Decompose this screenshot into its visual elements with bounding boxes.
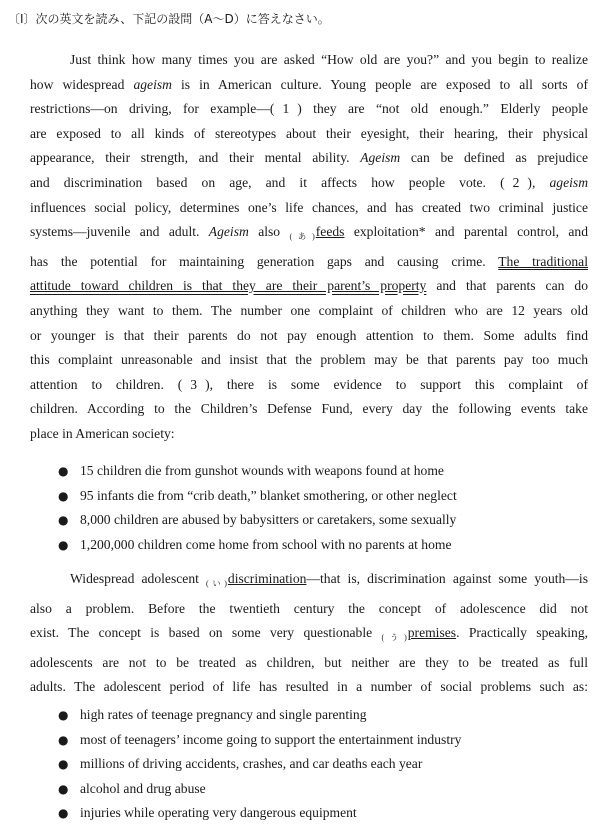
list-item-text: millions of driving accidents, crashes, and car deaths each year <box>80 756 423 772</box>
p1-text: exploitation* and parental control, and <box>344 224 588 240</box>
list-item-text: injuries while operating very dangerous equipment <box>80 805 357 821</box>
bullet-icon: ● <box>58 806 69 821</box>
p1-text: are exposed to all kinds of stereotypes about their eyesight, their hearing, their physical <box>30 125 588 141</box>
p2-text: . Practically speaking, <box>456 625 589 641</box>
list-item-text: 1,200,000 children come home from school with no parents at home <box>80 536 452 552</box>
p1-text: this complaint unreasonable and insist that the problem may be that parents pay too much <box>30 352 588 368</box>
bullet-icon: ● <box>58 708 69 722</box>
social-problems-list <box>58 703 588 826</box>
underlined-word-premises: premises <box>407 625 457 641</box>
list-item <box>58 459 588 484</box>
list-item <box>58 752 588 777</box>
term-ageism: Ageism <box>360 150 401 166</box>
p1-text: also <box>248 224 290 240</box>
marker-i: (い) <box>206 579 227 588</box>
p2-text: adolescents are not to be treated as children, but neither are they to be treated as full <box>30 654 588 670</box>
bullet-icon: ● <box>58 757 69 772</box>
p1-text: how widespread <box>30 76 134 92</box>
p1-text: ) they are “not old enough.” Elderly people <box>297 101 588 117</box>
list-item-text: 15 children die from gunshot wounds with weapons found at home <box>80 463 444 478</box>
term-ageism: ageism <box>549 174 589 190</box>
list-item-text: 95 infants die from “crib death,” blanket smothering, or other neglect <box>80 487 457 503</box>
p1-text: place in American society: <box>30 425 175 441</box>
double-underlined-sentence: The traditional <box>498 253 588 269</box>
p1-text: ), <box>527 174 550 190</box>
underlined-word-feeds: feeds <box>315 224 345 240</box>
p1-text: can be defined as prejudice <box>400 150 588 166</box>
p2-text: also a problem. Before the twentieth century the concept of adolescence did not <box>30 600 588 616</box>
passage-paragraph-1 <box>30 48 589 447</box>
p1-text: anything they want to them. The number one complaint of children who are 12 years old <box>30 302 588 318</box>
list-item-text: high rates of teenage pregnancy and single parenting <box>80 707 367 722</box>
p1-text: systems—juvenile and adult. <box>30 224 209 240</box>
p1-line-1: Just think how many times you are asked “How old are you?” and you begin to realize <box>70 52 588 67</box>
list-item <box>58 508 588 533</box>
bullet-icon: ● <box>58 732 69 747</box>
marker-u: (う) <box>381 633 407 643</box>
bullet-icon: ● <box>58 513 69 528</box>
statistics-list <box>58 459 588 557</box>
blank-1: 1 <box>282 101 290 117</box>
p1-text: ), there is some evidence to support this complaint of <box>205 376 588 392</box>
p1-text: has the potential for maintaining generation gaps and causing crime. <box>30 253 499 269</box>
passage-paragraph-2 <box>30 567 589 700</box>
bullet-icon: ● <box>58 537 69 552</box>
term-ageism: ageism <box>133 76 172 92</box>
bullet-icon: ● <box>58 781 69 796</box>
underlined-word-discrimination: discrimination <box>227 571 307 586</box>
list-item <box>58 703 588 728</box>
p2-text: adults. The adolescent period of life has resulted in a number of social problems such as: <box>30 679 588 695</box>
bullet-icon: ● <box>58 488 69 503</box>
list-item <box>58 777 588 802</box>
p1-text: appearance, their strength, and their mental ability. <box>30 150 361 166</box>
list-item <box>58 801 588 826</box>
p1-text: and that parents can do <box>426 278 588 294</box>
list-item-text: most of teenagers’ income going to support the entertainment industry <box>80 731 462 747</box>
heading-text: 〔Ⅰ〕次の英文を読み、下記の設問（A～D）に答えなさい。 <box>8 12 330 26</box>
p1-text: is in American culture. Young people are exposed to all sorts of <box>171 76 588 92</box>
p1-text: and discrimination based on age, and it affects how people vote. ( <box>30 174 505 190</box>
p1-text: children. According to the Children’s Defense Fund, every day the following events take <box>30 401 588 417</box>
p2-text: exist. The concept is based on some very questionable <box>30 625 382 641</box>
p1-text: restrictions—on driving, for example—( <box>30 101 275 117</box>
question-heading <box>8 10 330 27</box>
p1-text: attention to children. ( <box>30 376 183 392</box>
double-underlined-sentence: attitude toward children is that they are their parent’s property <box>30 278 427 294</box>
list-item <box>58 533 588 558</box>
list-item-text: alcohol and drug abuse <box>80 780 206 796</box>
bullet-icon: ● <box>58 464 69 478</box>
list-item <box>58 484 588 509</box>
p1-text: or younger is that their parents do not pay enough attention to them. Some adults find <box>30 327 588 343</box>
marker-a: (あ) <box>289 232 315 242</box>
p2-text: Widespread adolescent <box>70 571 207 586</box>
p2-text: —that is, discrimination against some youth—is <box>306 571 588 586</box>
list-item <box>58 728 588 753</box>
blank-3: 3 <box>190 376 198 392</box>
term-ageism: Ageism <box>208 224 249 240</box>
p1-text: influences social policy, determines one’s life chances, and has created two criminal justice <box>30 199 588 215</box>
blank-2: 2 <box>512 174 520 190</box>
list-item-text: 8,000 children are abused by babysitters or caretakers, some sexually <box>80 512 457 528</box>
